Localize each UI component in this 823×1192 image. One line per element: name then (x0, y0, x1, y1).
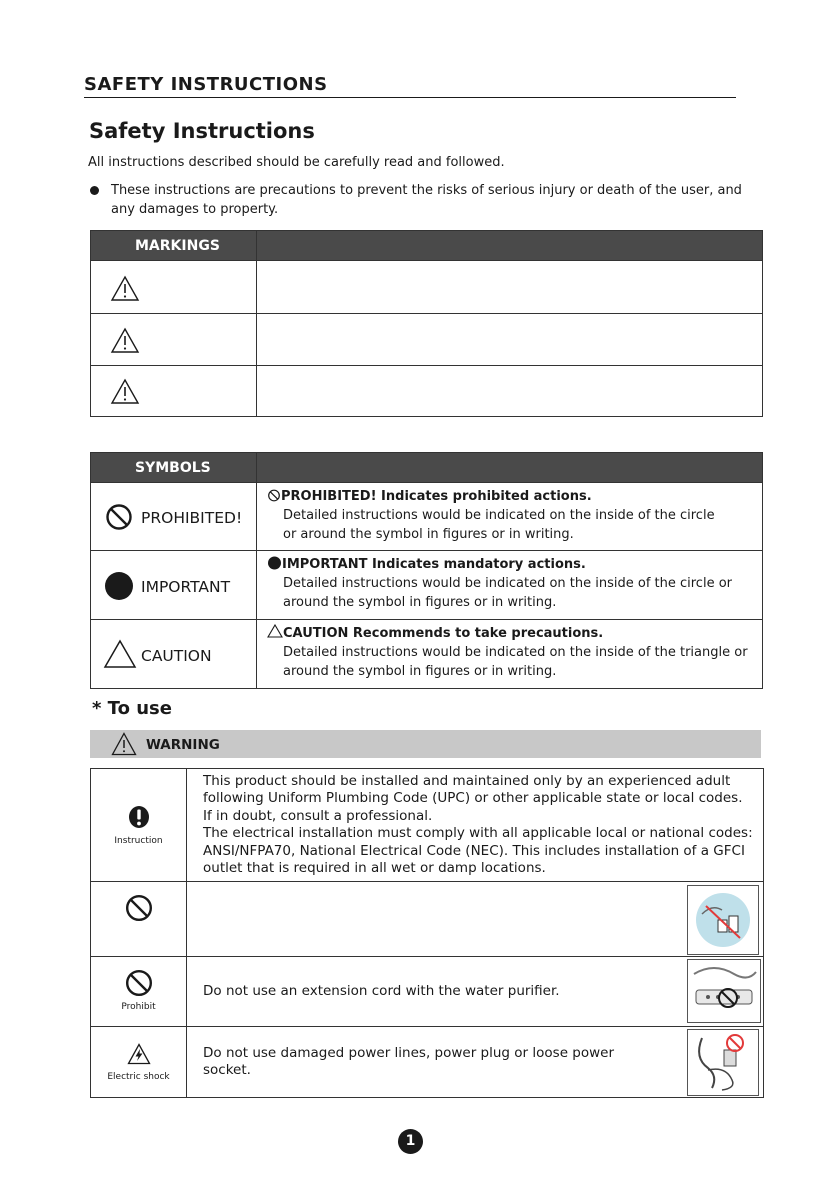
symbol-label: IMPORTANT (141, 578, 231, 596)
warning-line: ANSI/NFPA70, National Electrical Code (NEC). This includes installation of a GFCI (203, 842, 745, 859)
warning-line: This product should be installed and maintained only by an experienced adult (203, 772, 731, 789)
warning-text (187, 957, 764, 1027)
marking-description (257, 366, 763, 417)
symbol-title-line (267, 624, 756, 643)
water-hands-illustration-icon (688, 886, 758, 954)
warning-triangle-icon (111, 732, 137, 756)
markings-row (91, 314, 763, 366)
marking-description (257, 261, 763, 314)
caution-triangle-icon (103, 639, 137, 669)
symbols-heading: SYMBOLS (91, 453, 257, 483)
symbol-cell (91, 551, 257, 620)
symbols-row (91, 620, 763, 689)
symbol-cell (91, 483, 257, 551)
symbol-label: PROHIBITED! (141, 509, 243, 527)
symbol-detail: around the symbol in figures or in writing. (283, 595, 557, 610)
symbol-detail: Detailed instructions would be indicated on the inside of the circle (283, 508, 715, 523)
marking-description (257, 314, 763, 366)
symbol-title-line (267, 487, 756, 506)
bullet-dot-icon (90, 186, 99, 195)
warning-line: following Uniform Plumbing Code (UPC) or other applicable state or local codes. (203, 790, 743, 806)
symbol-title: PROHIBITED! Indicates prohibited actions. (281, 489, 592, 504)
symbol-detail: Detailed instructions would be indicated on the inside of the triangle or (283, 645, 748, 660)
warning-text (187, 882, 764, 957)
warning-line: outlet that is required in all wet or damp locations. (203, 860, 546, 876)
damaged-plug-illustration (687, 1029, 759, 1096)
warning-line: Do not use an extension cord with the water purifier. (203, 982, 560, 999)
warning-row (91, 769, 764, 882)
section-header: SAFETY INSTRUCTIONS (84, 74, 328, 95)
caution-small-icon (267, 624, 283, 638)
warning-line: Do not use damaged power lines, power plug or loose power (203, 1044, 615, 1061)
marking-icon-cell (91, 261, 257, 314)
prohibited-icon (125, 894, 153, 922)
prohibited-icon (125, 969, 153, 997)
prohibited-small-icon (267, 489, 281, 502)
warning-triangle-icon (110, 275, 140, 302)
symbol-title-line (267, 555, 756, 574)
markings-row (91, 366, 763, 417)
warning-label: WARNING (146, 737, 220, 753)
warning-text (187, 1027, 764, 1098)
extension-cord-illustration (687, 959, 761, 1023)
symbol-detail: Detailed instructions would be indicated on the inside of the circle or (283, 576, 732, 591)
electric-shock-icon (127, 1043, 151, 1065)
to-use-heading: * To use (92, 698, 172, 719)
warning-icon-cell (91, 957, 187, 1027)
symbols-table (90, 452, 763, 689)
warning-table (90, 768, 764, 1098)
prohibited-icon (105, 503, 133, 531)
markings-heading-blank (257, 231, 763, 261)
symbol-detail: around the symbol in figures or in writing. (283, 664, 557, 679)
warning-row (91, 957, 764, 1027)
intro-text: All instructions described should be carefully read and followed. (88, 155, 505, 170)
warning-icon-caption: Electric shock (107, 1072, 170, 1082)
marking-icon-cell (91, 314, 257, 366)
symbol-label: CAUTION (141, 647, 212, 665)
header-rule (84, 97, 736, 98)
warning-line: The electrical installation must comply with all applicable local or national codes: (203, 825, 753, 841)
warning-icon-caption: Prohibit (121, 1002, 156, 1012)
warning-line: socket. (203, 1062, 251, 1078)
symbol-description (257, 620, 763, 689)
symbol-detail: or around the symbol in figures or in writing. (283, 527, 574, 542)
page-title: Safety Instructions (89, 119, 315, 143)
markings-heading: MARKINGS (91, 231, 257, 261)
warning-row (91, 882, 764, 957)
warning-line: If in doubt, consult a professional. (203, 807, 433, 824)
important-dot-icon (104, 571, 134, 601)
symbol-description (257, 551, 763, 620)
bullet-text: These instructions are precautions to prevent the risks of serious injury or death of the user, and any damages to property. (111, 183, 742, 217)
warning-triangle-icon (110, 327, 140, 354)
extension-cord-illustration-icon (688, 960, 760, 1022)
symbol-title: CAUTION Recommends to take precautions. (283, 626, 604, 641)
markings-row (91, 261, 763, 314)
warning-icon-caption: Instruction (114, 836, 163, 846)
page-number: 1 (398, 1129, 423, 1154)
warning-text (187, 769, 764, 882)
warning-icon-cell (91, 1027, 187, 1098)
water-hands-illustration (687, 885, 759, 955)
warning-row (91, 1027, 764, 1098)
symbols-row (91, 483, 763, 551)
symbols-row (91, 551, 763, 620)
symbol-title: IMPORTANT Indicates mandatory actions. (282, 557, 586, 572)
markings-table (90, 230, 763, 417)
warning-icon-cell (91, 882, 187, 957)
marking-icon-cell (91, 366, 257, 417)
symbol-description (257, 483, 763, 551)
instruction-icon (128, 805, 150, 829)
symbol-cell (91, 620, 257, 689)
warning-icon-cell (91, 769, 187, 882)
warning-bar (90, 730, 761, 758)
damaged-plug-illustration-icon (688, 1030, 758, 1095)
symbols-heading-blank (257, 453, 763, 483)
important-small-icon (267, 556, 282, 570)
warning-triangle-icon (110, 378, 140, 405)
